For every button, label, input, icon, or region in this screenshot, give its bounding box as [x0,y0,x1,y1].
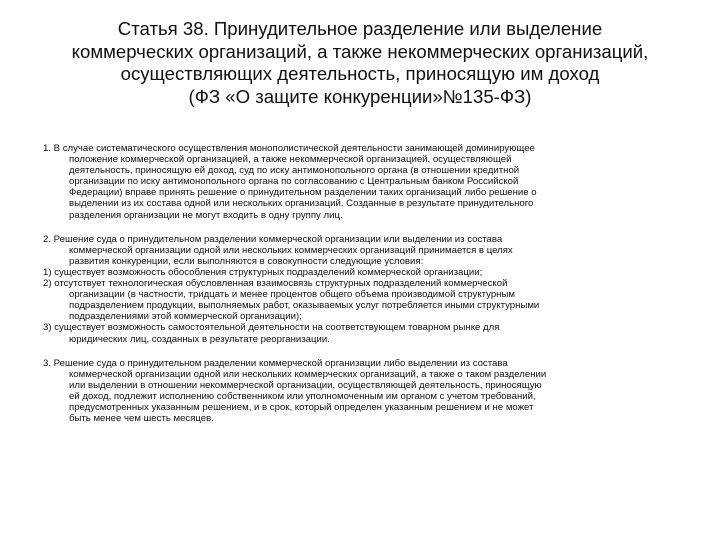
paragraph-1 [43,143,677,221]
condition-1 [43,267,677,278]
paragraph-line: подразделениями этой коммерческой организации); [69,311,302,323]
paragraph-line: организации по иску антимонопольного органа по согласованию с Центральным банком Российской [69,176,519,188]
title-line: осуществляющих деятельность, приносящую им доход [120,63,600,84]
paragraph-line: 3) существует возможность самостоятельной деятельности на соответствующем товарном рынке для [43,322,500,334]
condition-3 [43,322,677,344]
paragraph-line: подразделением продукции, выполняемых работ, оказываемых услуг потребляется иными структурными [69,300,540,312]
paragraph-line: 1. В случае систематического осуществления монополистической деятельности занимающей доминирующее [43,143,535,154]
paragraph-gap [43,345,677,358]
paragraph-line: 3. Решение суда о принудительном разделении коммерческой организации либо выделении из состава [43,357,508,369]
paragraph-line: разделения организации не могут входить в одну группу лиц. [69,209,343,221]
paragraph-line: положение коммерческой организацией, а также некоммерческой организацией, осуществляющей [69,154,512,166]
paragraph-line: 2) отсутствует технологическая обусловленная взаимосвязь структурных подразделений коммерческой [43,278,508,290]
title-line: (ФЗ «О защите конкуренции»№135-ФЗ) [188,85,532,107]
title-line: коммерческих организаций, а также некоммерческих организаций, [71,40,649,62]
paragraph-line: деятельность, приносящую ей доход, суд по иску антимонопольного органа (в отношении кредитной [69,165,520,177]
paragraph-line: 1) существует возможность обособления структурных подразделений коммерческой организации; [43,266,483,278]
slide-title [20,18,700,108]
paragraph-line: 2. Решение суда о принудительном разделении коммерческой организации или выделении из состава [43,233,503,245]
paragraph-line: коммерческой организации одной или нескольких коммерческих организаций принимается в целях [69,244,513,256]
paragraph-line: выделении из их состава одной или нескольких организаций. Созданные в результате принудительного [69,198,534,210]
title-line: Статья 38. Принудительное разделение или выделение [117,18,603,39]
paragraph-line: ей доход, подлежит исполнению собственником или уполномоченным им органом с учетом требований, [69,390,536,402]
paragraph-line: коммерческой организации одной или нескольких коммерческих организаций, а также о таком разделении [69,368,547,380]
paragraph-gap [43,221,677,234]
paragraph-line: Федерации) вправе принять решение о принудительном разделении таких организаций либо решение о [69,187,537,199]
paragraph-3 [43,358,677,425]
article-body [43,143,677,424]
condition-2 [43,278,677,322]
paragraph-line: или выделении в отношении некоммерческой организации, осуществляющей деятельность, приносящую [69,379,542,391]
paragraph-line: организации (в частности, тридцать и менее процентов общего объема производимой структурным [69,289,515,301]
paragraph-2 [43,234,677,267]
paragraph-line: быть менее чем шесть месяцев. [69,413,214,425]
paragraph-line: развития конкуренции, если выполняются в совокупности следующие условия: [69,255,424,267]
paragraph-line: предусмотренных указанным решением, и в срок, который определен указанным решением и не может [69,401,534,413]
paragraph-line: юридических лиц, созданных в результате реорганизации. [69,333,330,345]
